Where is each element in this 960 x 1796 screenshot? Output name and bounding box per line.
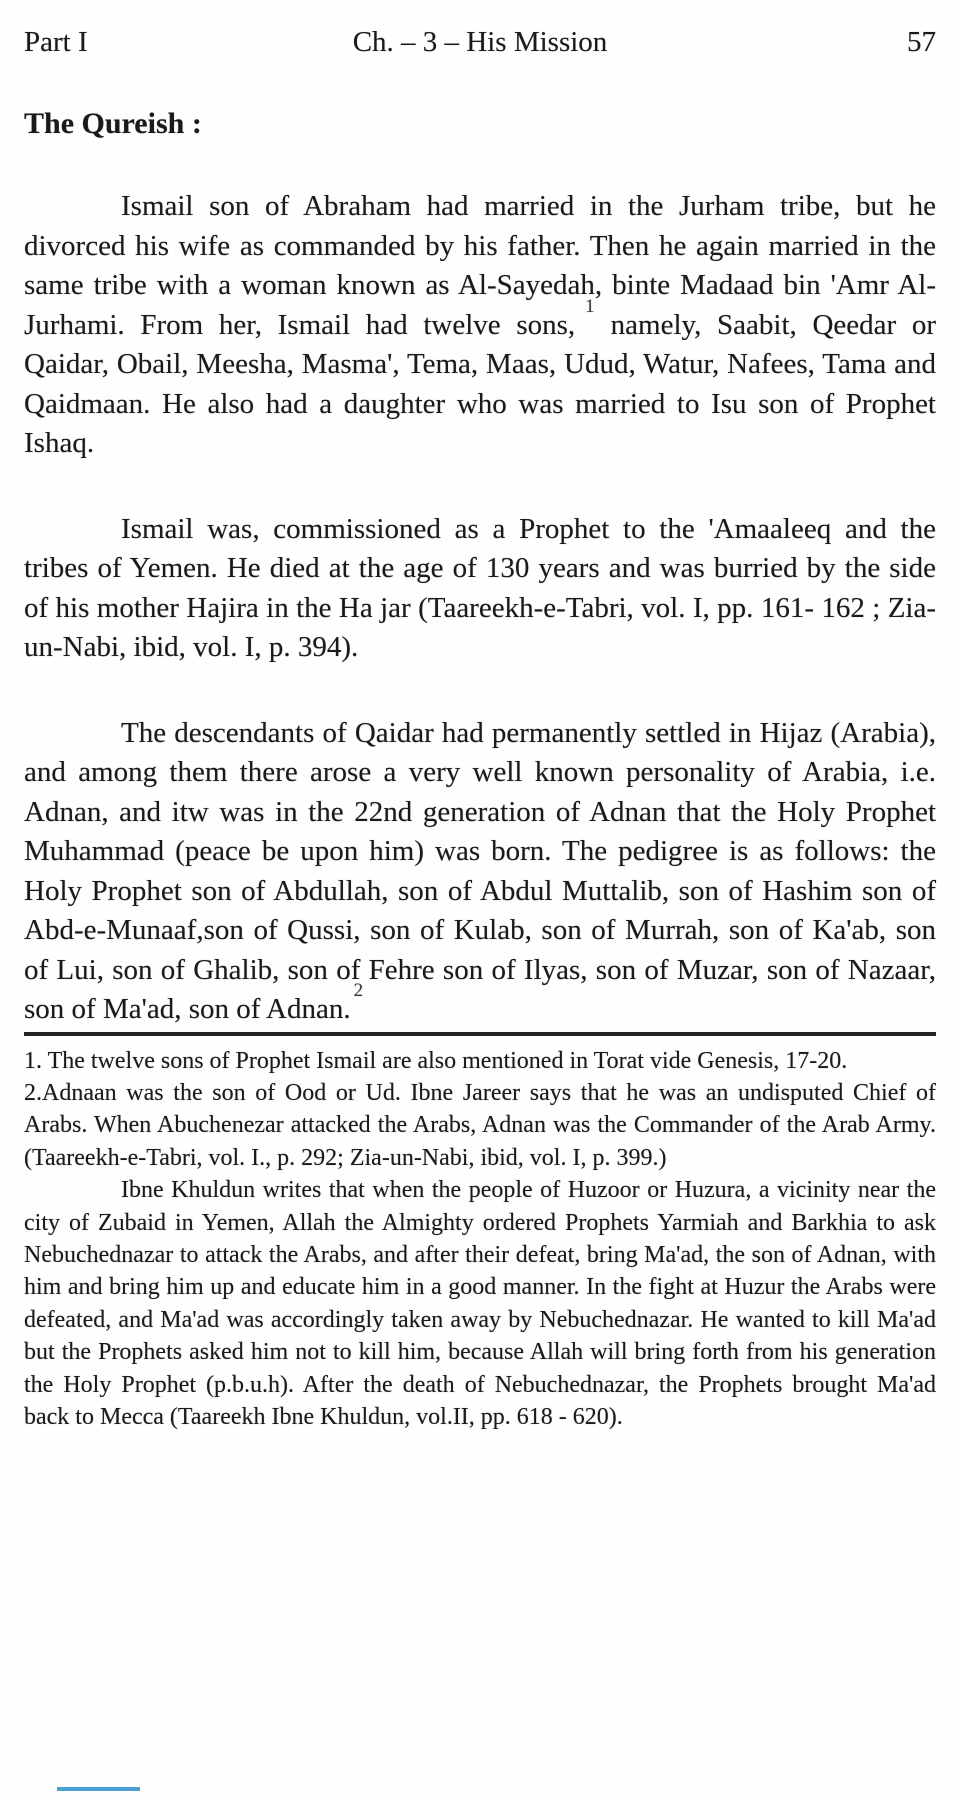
paragraph-text: namely, Saabit, Qeedar or Qaidar, Obail, Meesha, Masma', Tema, Maas, Udud, Watur, Nafees, Tama and Qaidmaan. He also had a daughter who was married to Isu son of Prophet Ishaq. [24, 308, 936, 459]
body-text [24, 187, 936, 1030]
section-heading: The Qureish : [24, 107, 202, 140]
footnote-ref-1: 1 [585, 295, 595, 317]
footnote-2: 2.Adnaan was the son of Ood or Ud. Ibne Jareer says that he was an undisputed Chief of Arabs. When Abuchenezar attacked the Arabs, Adnan was the Commander of the Arab Army. (Taareekh-e-Tabri, vol. I., p. 292; Zia-un-Nabi, ibid, vol. I, p. 399.) [24, 1079, 936, 1171]
page-number: 57 [907, 26, 936, 58]
body-paragraph-3 [24, 714, 936, 1030]
part-label: Part I [24, 26, 88, 58]
scan-artifact-mark [57, 1787, 140, 1791]
chapter-title: Ch. – 3 – His Mission [352, 26, 608, 58]
footnotes [24, 1045, 936, 1434]
body-paragraph-2: Ismail was, commissioned as a Prophet to the 'Amaaleeq and the tribes of Yemen. He died at the age of 130 years and was burried by the side of his mother Hajira in the Ha jar (Taareekh-e-Tabri, vol. I, pp. 161- 162 ; Zia-un-Nabi, ibid, vol. I, p. 394). [24, 512, 936, 663]
paragraph-text: The descendants of Qaidar had permanently settled in Hijaz (Arabia), and among them there arose a very well known personality of Arabia, i.e. Adnan, and itw was in the 22nd generation of Adnan that the Holy Prophet Muhammad (peace be upon him) was born. The pedigree is as follows: the Holy Prophet son of Abdullah, son of Abdul Muttalib, son of Hashim son of Abd-e-Munaaf,son of Qussi, son of Kulab, son of Murrah, son of Ka'ab, son of Lui, son of Ghalib, son of Fehre son of Ilyas, son of Muzar, son of Nazaar, son of Ma'ad, son of Adnan. [24, 716, 936, 1025]
paragraph-text: Ismail son of Abraham had married in the Jurham tribe, but he divorced his wife as commanded by his father. Then he again married in the same tribe with a woman known as Al-Sayedah, binte Madaad bin 'Amr Al-Jurhami. From her, Ismail had twelve sons, [24, 190, 936, 341]
footnote-1: 1. The twelve sons of Prophet Ismail are also mentioned in Torat vide Genesis, 17-20. [24, 1047, 848, 1074]
footnote-separator [24, 1032, 936, 1036]
running-head [24, 25, 936, 59]
body-paragraph-1 [24, 187, 936, 464]
footnote-2-continued: Ibne Khuldun writes that when the people of Huzoor or Huzura, a vicinity near the city of Zubaid in Yemen, Allah the Almighty ordered Prophets Yarmiah and Barkhia to ask Nebuchednazar to attack the Arabs, and after their defeat, bring Ma'ad, the son of Adnan, with him and bring him up and educate him in a good manner. In the fight at Huzur the Arabs were defeated, and Ma'ad was accordingly taken away by Nebuchednazar. He wanted to kill Ma'ad but the Prophets asked him not to kill him, because Allah will bring forth from his generation the Holy Prophet (p.b.u.h). After the death of Nebuchednazar, the Prophets brought Ma'ad back to Mecca (Taareekh Ibne Khuldun, vol.II, pp. 618 - 620). [24, 1177, 936, 1430]
footnote-ref-2: 2 [353, 980, 364, 1002]
